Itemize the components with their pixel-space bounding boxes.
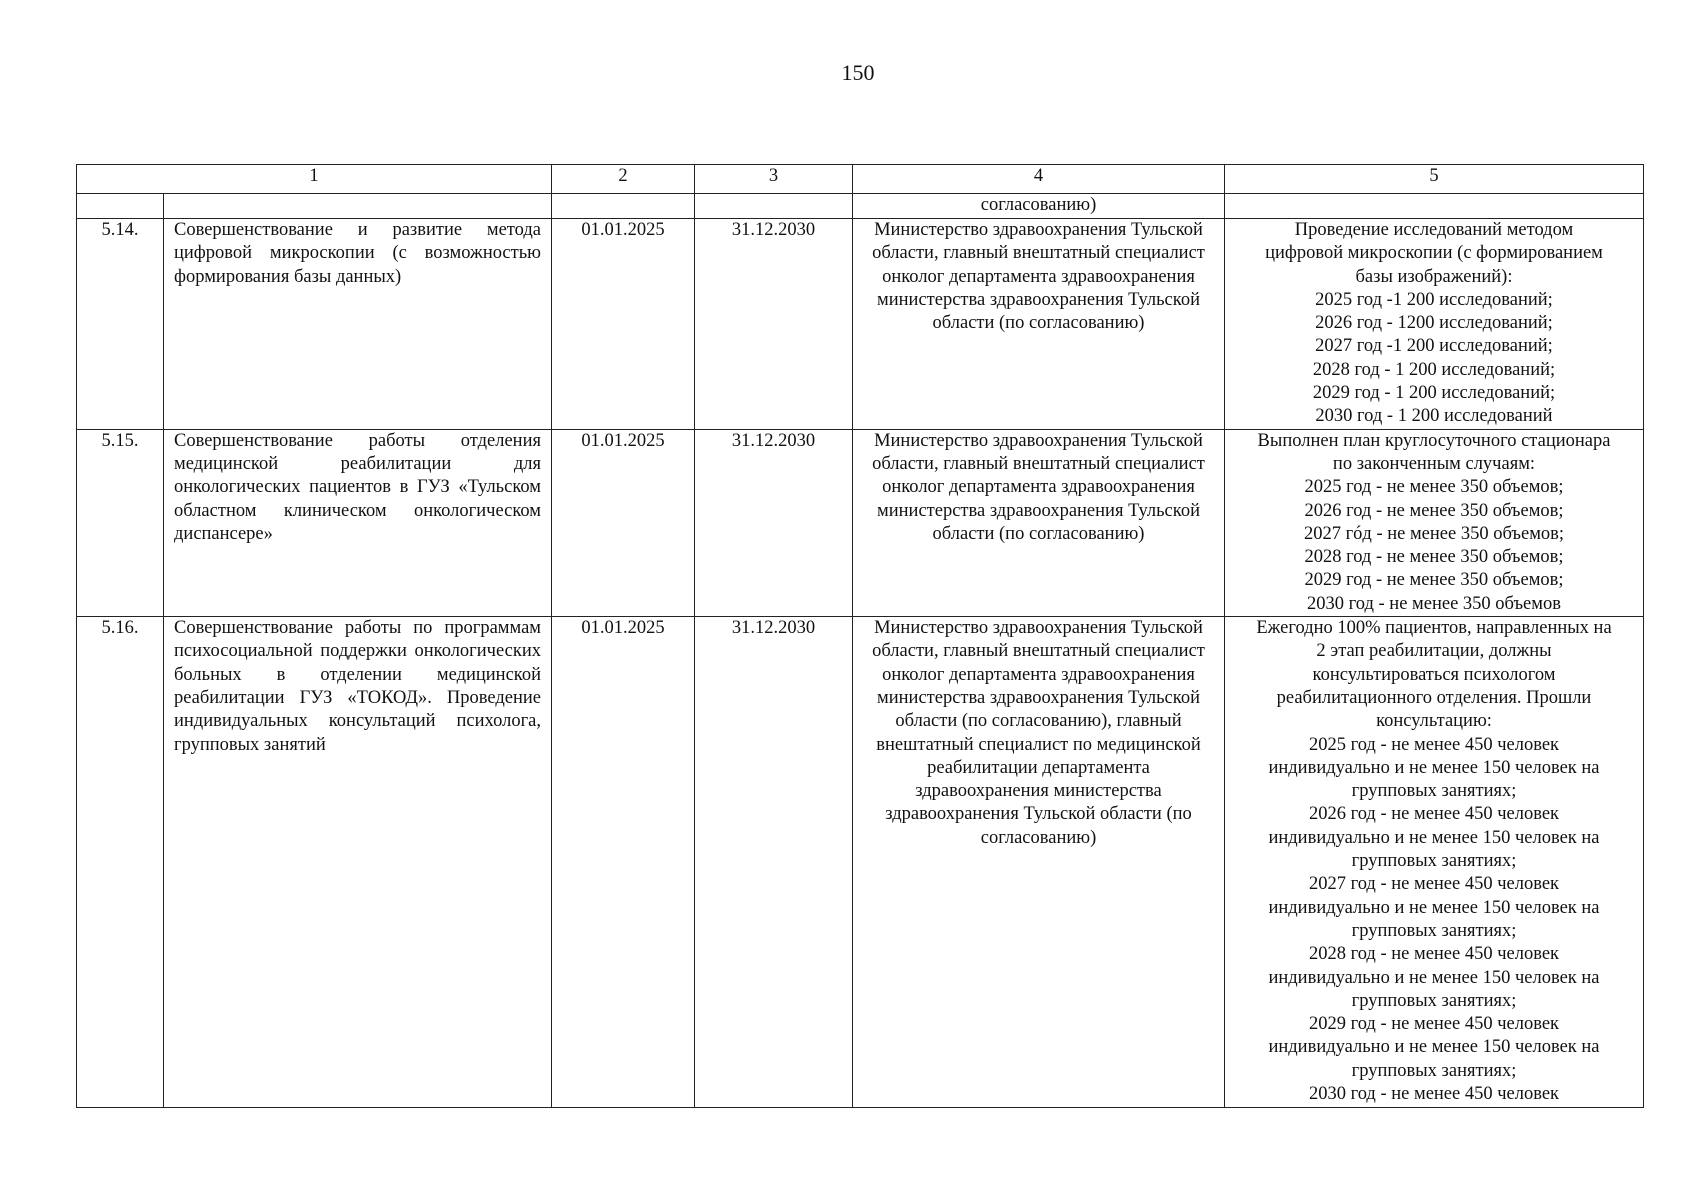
result-line: 2026 год - не менее 350 объемов; (1304, 500, 1564, 521)
result-line: Выполнен план круглосуточного стационара (1257, 430, 1611, 451)
cont-end-cell (695, 194, 853, 219)
expected-result (1225, 219, 1644, 430)
result-line: базы изображений): (1355, 266, 1513, 287)
result-line: 2025 год -1 200 исследований; (1315, 289, 1553, 310)
result-line: 2029 год - 1 200 исследований; (1312, 383, 1556, 404)
header-col-2: 2 (552, 165, 695, 194)
result-line: 2028 год - 1 200 исследований; (1312, 359, 1556, 380)
executor: Министерство здравоохранения Тульской области, главный внештатный специалист онколог департамента здравоохранения министерства здравоохранения Тульской области (по согласованию) (853, 429, 1225, 616)
table-row (77, 429, 1644, 616)
result-line: 2027 гóд - не менее 350 объемов; (1303, 523, 1565, 544)
continuation-row (77, 194, 1644, 219)
cont-start-cell (552, 194, 695, 219)
result-line: 2028 год - не менее 350 объемов; (1304, 547, 1564, 568)
result-line: 2030 год - 1 200 исследований (1315, 406, 1553, 427)
header-col-1: 1 (77, 165, 552, 194)
result-line: 2026 год - 1200 исследований; (1315, 313, 1553, 334)
result-line: реабилитационного отделения. Прошли (1276, 687, 1592, 708)
result-line: групповых занятиях; (1351, 990, 1517, 1011)
result-line: 2030 год - не менее 350 объемов (1307, 593, 1561, 614)
result-line: 2027 год - не менее 450 человек (1308, 874, 1560, 895)
result-line: цифровой микроскопии (с формированием (1265, 243, 1603, 264)
result-line: групповых занятиях; (1351, 1060, 1517, 1081)
expected-result (1225, 429, 1644, 616)
start-date: 01.01.2025 (552, 219, 695, 430)
result-line: 2025 год - не менее 350 объемов; (1304, 477, 1564, 498)
result-line: 2029 год - не менее 350 объемов; (1304, 570, 1564, 591)
result-line: Проведение исследований методом (1294, 220, 1574, 240)
result-line: консультацию: (1376, 711, 1492, 732)
result-line: 2026 год - не менее 450 человек (1308, 804, 1560, 825)
row-number: 5.14. (77, 219, 164, 430)
header-col-3: 3 (695, 165, 853, 194)
measure-name: Совершенствование работы по программам психосоциальной поддержки онкологических больных в отделении медицинской реабилитации ГУЗ «ТОКОД». Проведение индивидуальных консультаций психолога, групповых занятий (164, 617, 552, 1108)
result-line: 2025 год - не менее 450 человек (1308, 734, 1560, 755)
result-line: 2 этап реабилитации, должны (1316, 641, 1552, 662)
end-date: 31.12.2030 (695, 617, 853, 1108)
result-line: индивидуально и не менее 150 человек на (1268, 967, 1600, 988)
end-date: 31.12.2030 (695, 219, 853, 430)
result-line: индивидуально и не менее 150 человек на (1268, 757, 1600, 778)
result-line: Ежегодно 100% пациентов, направленных на (1256, 618, 1612, 639)
cont-num-cell (77, 194, 164, 219)
table-row (77, 617, 1644, 1108)
measures-table (76, 164, 1644, 1108)
table-row (77, 219, 1644, 430)
cont-result-cell (1225, 194, 1644, 219)
expected-result (1225, 617, 1644, 1108)
result-line: 2028 год - не менее 450 человек (1308, 944, 1560, 965)
measure-name: Совершенствование работы отделения медицинской реабилитации для онкологических пациентов в ГУЗ «Тульском областном клиническом онкологическом диспансере» (164, 429, 552, 616)
result-line: индивидуально и не менее 150 человек на (1268, 1037, 1600, 1058)
cont-executor-cell: согласованию) (853, 194, 1225, 219)
executor: Министерство здравоохранения Тульской области, главный внештатный специалист онколог департамента здравоохранения министерства здравоохранения Тульской области (по согласованию), главный внештатный специалист по медицинской реабилитации департамента здравоохранения министерства здравоохранения Тульской области (по согласованию) (853, 617, 1225, 1108)
result-line: групповых занятиях; (1351, 920, 1517, 941)
start-date: 01.01.2025 (552, 617, 695, 1108)
result-line: групповых занятиях; (1351, 781, 1517, 802)
measure-name: Совершенствование и развитие метода цифровой микроскопии (с возможностью формирования базы данных) (164, 219, 552, 430)
result-line: 2029 год - не менее 450 человек (1308, 1014, 1560, 1035)
start-date: 01.01.2025 (552, 429, 695, 616)
result-line: по законченным случаям: (1332, 453, 1536, 474)
row-number: 5.15. (77, 429, 164, 616)
end-date: 31.12.2030 (695, 429, 853, 616)
result-line: 2027 год -1 200 исследований; (1315, 336, 1553, 357)
header-row (77, 165, 1644, 194)
executor: Министерство здравоохранения Тульской области, главный внештатный специалист онколог департамента здравоохранения министерства здравоохранения Тульской области (по согласованию) (853, 219, 1225, 430)
header-col-5: 5 (1225, 165, 1644, 194)
result-line: индивидуально и не менее 150 человек на (1268, 897, 1600, 918)
result-line: консультироваться психологом (1312, 664, 1556, 685)
row-number: 5.16. (77, 617, 164, 1108)
header-col-4: 4 (853, 165, 1225, 194)
page-number: 150 (841, 60, 875, 85)
result-line: групповых занятиях; (1351, 851, 1517, 872)
result-line: 2030 год - не менее 450 человек (1308, 1083, 1560, 1104)
result-line: индивидуально и не менее 150 человек на (1268, 827, 1600, 848)
cont-name-cell (164, 194, 552, 219)
